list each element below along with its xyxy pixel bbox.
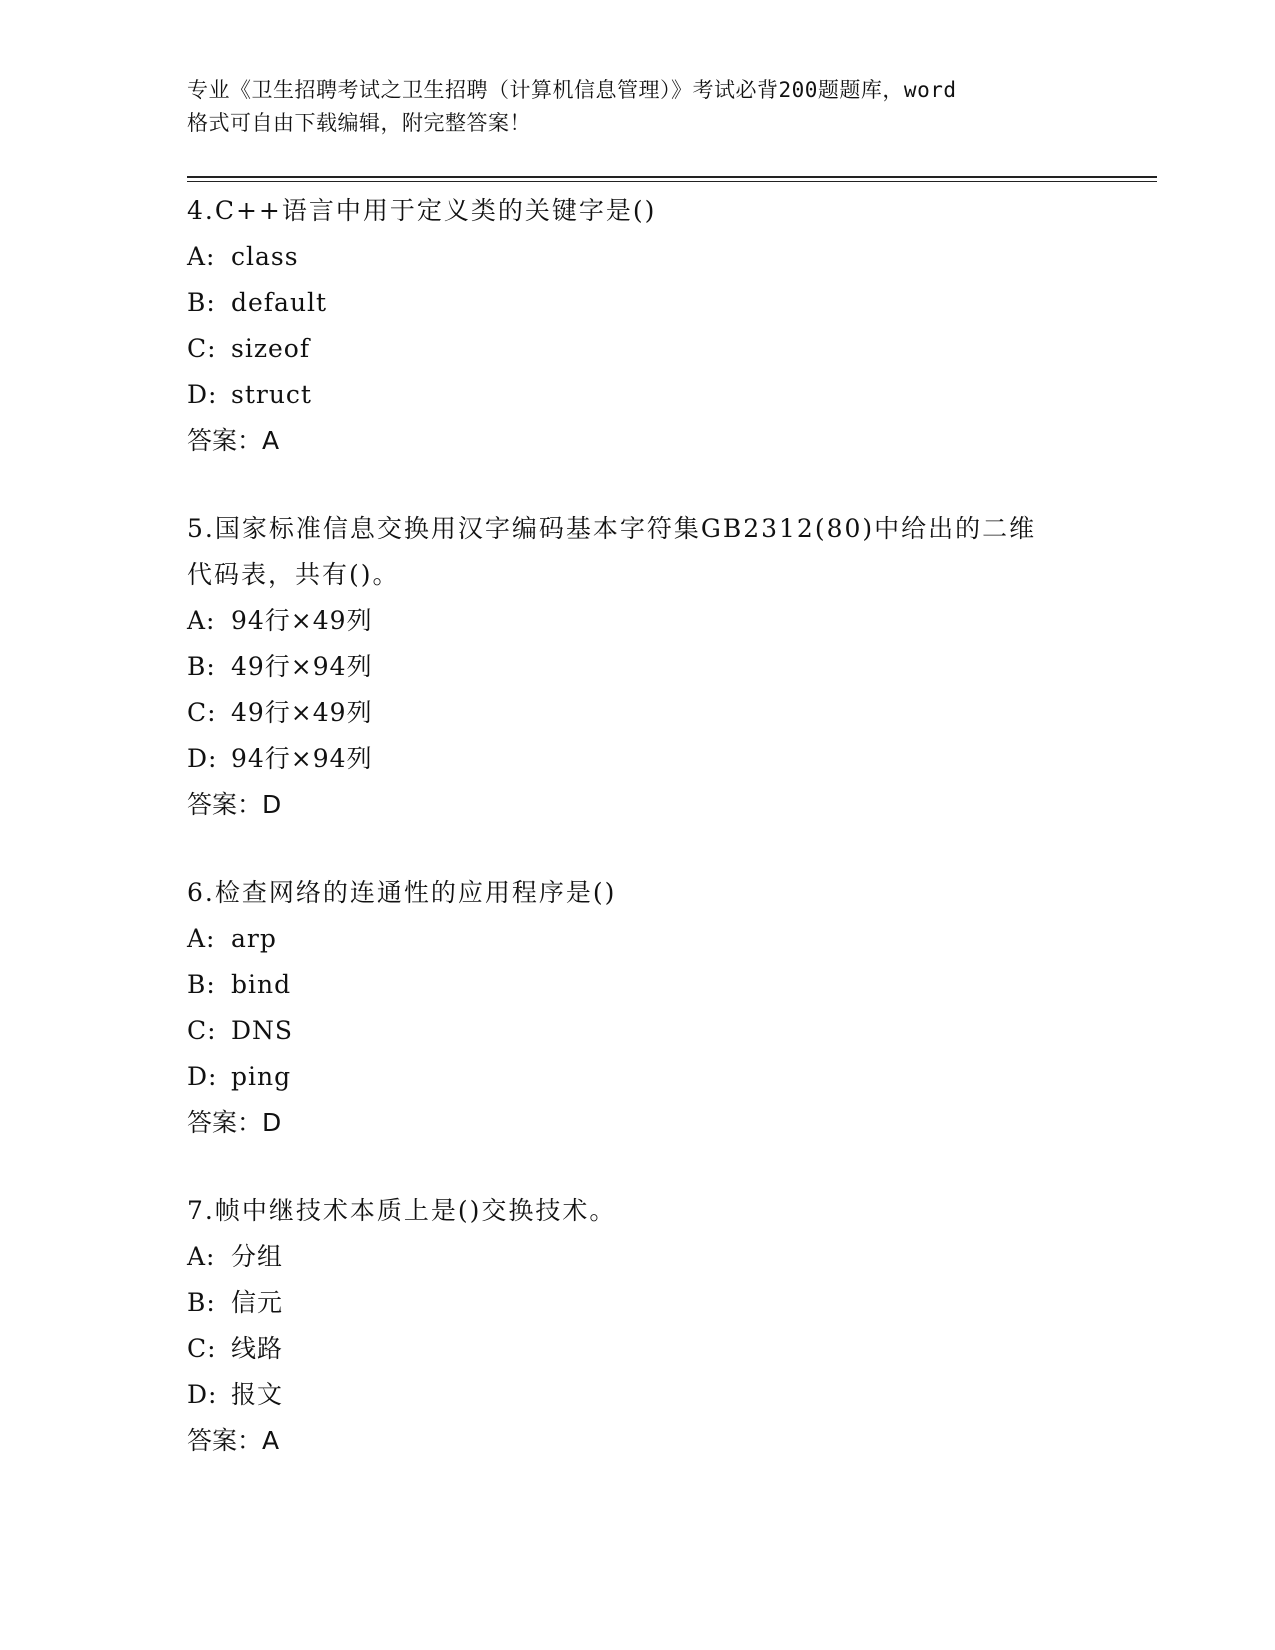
- option-text: default: [231, 288, 328, 317]
- option-d: [187, 1372, 1087, 1418]
- answer-label: 答案：D: [187, 1108, 282, 1137]
- option-text: bind: [231, 970, 292, 999]
- option-text: struct: [231, 380, 312, 409]
- option-d: [187, 736, 1087, 782]
- header-rule-thin: [187, 181, 1157, 182]
- option-key: B:: [187, 288, 216, 317]
- answer-label: 答案：D: [187, 790, 282, 819]
- option-text: DNS: [231, 1016, 294, 1045]
- option-a: [187, 598, 1087, 644]
- option-b: [187, 280, 1087, 326]
- answer-label: 答案：A: [187, 1426, 280, 1455]
- option-text: 分组: [231, 1242, 284, 1271]
- option-text: 94行×49列: [231, 606, 373, 635]
- question-text: 5.国家标准信息交换用汉字编码基本字符集GB2312(80)中给出的二维 代码表，共有()。: [187, 514, 1037, 589]
- option-b: [187, 644, 1087, 690]
- option-c: [187, 1008, 1087, 1054]
- option-a: [187, 916, 1087, 962]
- question-item: [187, 1188, 1087, 1464]
- option-key: A:: [187, 606, 216, 635]
- option-text: sizeof: [231, 334, 311, 363]
- option-a: [187, 234, 1087, 280]
- document-header: [187, 74, 1087, 140]
- option-text: 49行×94列: [231, 652, 373, 681]
- option-key: D:: [187, 1380, 218, 1409]
- option-key: A:: [187, 1242, 216, 1271]
- option-text: 报文: [231, 1380, 284, 1409]
- option-d: [187, 1054, 1087, 1100]
- option-a: [187, 1234, 1087, 1280]
- option-c: [187, 326, 1087, 372]
- option-key: C:: [187, 698, 217, 727]
- header-rule-thick: [187, 176, 1157, 178]
- option-key: B:: [187, 970, 216, 999]
- header-line-1: 专业《卫生招聘考试之卫生招聘（计算机信息管理）》考试必背200题题库，word: [187, 78, 957, 102]
- option-key: A:: [187, 924, 216, 953]
- option-key: C:: [187, 1334, 217, 1363]
- question-text: 4.C++语言中用于定义类的关键字是(): [187, 196, 657, 225]
- option-key: C:: [187, 334, 217, 363]
- option-text: class: [231, 242, 299, 271]
- question-item: [187, 870, 1087, 1146]
- option-text: ping: [231, 1062, 292, 1091]
- option-key: D:: [187, 1062, 218, 1091]
- option-key: D:: [187, 744, 218, 773]
- question-item: [187, 188, 1087, 464]
- question-text: 7.帧中继技术本质上是()交换技术。: [187, 1196, 617, 1225]
- option-text: 线路: [231, 1334, 284, 1363]
- answer-label: 答案：A: [187, 426, 280, 455]
- option-text: arp: [231, 924, 277, 953]
- option-b: [187, 962, 1087, 1008]
- question-item: [187, 506, 1087, 828]
- option-key: C:: [187, 1016, 217, 1045]
- option-text: 49行×49列: [231, 698, 373, 727]
- option-text: 信元: [231, 1288, 284, 1317]
- option-key: B:: [187, 652, 216, 681]
- question-list: [187, 188, 1087, 1506]
- option-c: [187, 690, 1087, 736]
- option-key: B:: [187, 1288, 216, 1317]
- option-b: [187, 1280, 1087, 1326]
- option-key: D:: [187, 380, 218, 409]
- option-d: [187, 372, 1087, 418]
- question-text: 6.检查网络的连通性的应用程序是(): [187, 878, 617, 907]
- option-text: 94行×94列: [231, 744, 373, 773]
- option-key: A:: [187, 242, 216, 271]
- option-c: [187, 1326, 1087, 1372]
- header-line-2: 格式可自由下载编辑，附完整答案！: [187, 111, 531, 135]
